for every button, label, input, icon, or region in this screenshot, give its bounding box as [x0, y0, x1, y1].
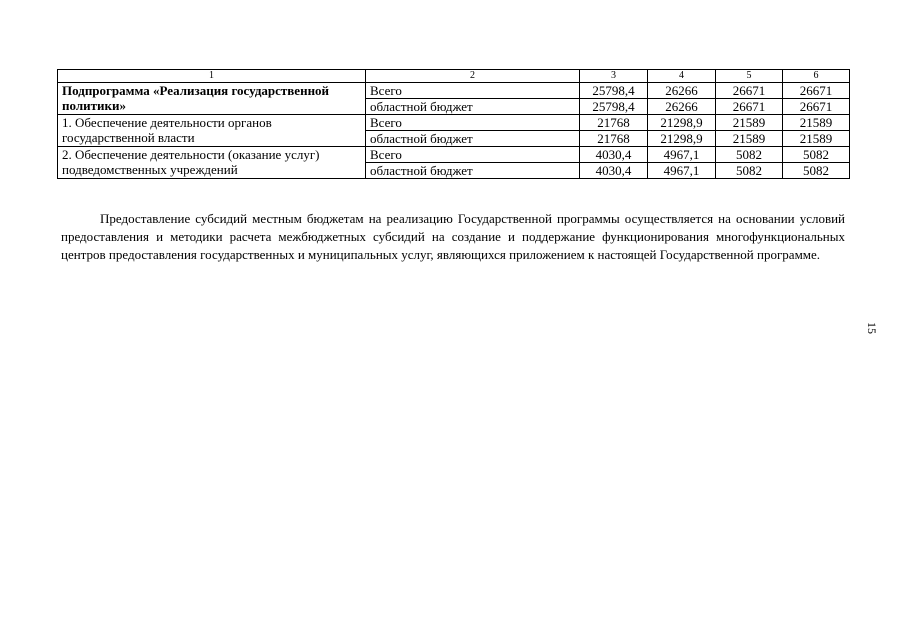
value-cell: 21589 [716, 115, 783, 131]
value-cell: 21589 [783, 115, 850, 131]
funding-source-cell: областной бюджет [366, 163, 580, 179]
program-name-cell: 2. Обеспечение деятельности (оказание услуг) подведомственных учреждений [58, 147, 366, 179]
value-cell: 21589 [783, 131, 850, 147]
value-cell: 5082 [716, 163, 783, 179]
value-cell: 25798,4 [580, 99, 648, 115]
value-cell: 21768 [580, 115, 648, 131]
value-cell: 5082 [783, 163, 850, 179]
funding-source-cell: Всего [366, 147, 580, 163]
page-number: 15 [865, 322, 879, 334]
value-cell: 26671 [716, 99, 783, 115]
table-row [58, 115, 850, 131]
value-cell: 4030,4 [580, 163, 648, 179]
budget-table [57, 69, 850, 179]
table-row [58, 147, 850, 163]
value-cell: 25798,4 [580, 83, 648, 99]
value-cell: 4967,1 [648, 147, 716, 163]
funding-source-cell: областной бюджет [366, 131, 580, 147]
body-paragraph: Предоставление субсидий местным бюджетам на реализацию Государственной программы осуществляется на основании условий предоставления и методики расчета межбюджетных субсидий на создание и поддержание функционирования многофункциональных центров предоставления государственных и муниципальных услуг, являющихся приложением к настоящей Государственной программе. [61, 211, 845, 262]
table-header-row [58, 70, 850, 83]
table-header-cell: 1 [58, 70, 366, 83]
value-cell: 5082 [716, 147, 783, 163]
value-cell: 21589 [716, 131, 783, 147]
table-row [58, 83, 850, 99]
table-header-cell: 2 [366, 70, 580, 83]
table-header-cell: 5 [716, 70, 783, 83]
value-cell: 26671 [783, 83, 850, 99]
program-name-cell: Подпрограмма «Реализация государственной политики» [58, 83, 366, 115]
funding-source-cell: Всего [366, 83, 580, 99]
value-cell: 5082 [783, 147, 850, 163]
table-header-cell: 3 [580, 70, 648, 83]
value-cell: 26671 [783, 99, 850, 115]
value-cell: 26266 [648, 83, 716, 99]
table-header-cell: 6 [783, 70, 850, 83]
value-cell: 21298,9 [648, 131, 716, 147]
funding-source-cell: Всего [366, 115, 580, 131]
value-cell: 21768 [580, 131, 648, 147]
value-cell: 21298,9 [648, 115, 716, 131]
value-cell: 26671 [716, 83, 783, 99]
funding-source-cell: областной бюджет [366, 99, 580, 115]
value-cell: 4967,1 [648, 163, 716, 179]
value-cell: 26266 [648, 99, 716, 115]
program-name-cell: 1. Обеспечение деятельности органов государственной власти [58, 115, 366, 147]
value-cell: 4030,4 [580, 147, 648, 163]
table-header-cell: 4 [648, 70, 716, 83]
